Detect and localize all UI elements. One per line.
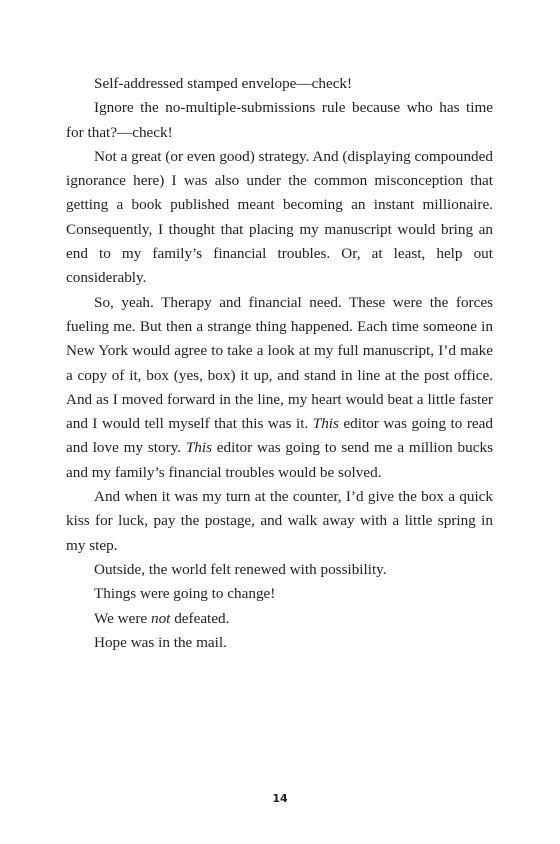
paragraph-1: Self-addressed stamped envelope—check!: [94, 75, 353, 92]
paragraph-9: Hope was in the mail.: [94, 633, 227, 651]
page-number: 14: [272, 792, 288, 805]
paragraph-3: Not a great (or even good) strategy. And (displaying compounded ignorance here) I was also under the common misconception that getting a book published meant becoming an instant millionaire. Consequently, I thought that placing my manuscript would bring an end to my family’s financial troubles. Or, at least, help out considerably.: [66, 147, 493, 287]
emphasis-not: not: [150, 609, 171, 627]
emphasis-this-2: This: [185, 439, 212, 457]
emphasis-this-1: This: [312, 415, 339, 433]
paragraph-6: Outside, the world felt renewed with possibility.: [94, 560, 387, 578]
body-text: [66, 72, 493, 655]
paragraph-4: So, yeah. Therapy and financial need. These were the forces fueling me. But then a strange thing happened. Each time someone in New York would agree to take a look at my full manuscript, I’d make a copy of it, box (yes, box) it up, and stand in line at the post office. And as I moved forward in the line, my heart would beat a little faster and I would tell myself that this was it. This editor was going to read and love my story. This editor was going to send me a million bucks and my family’s financial troubles would be solved.: [66, 293, 493, 481]
paragraph-7: Things were going to change!: [94, 585, 276, 603]
paragraph-8: We were not defeated.: [94, 609, 230, 627]
paragraph-2: Ignore the no-multiple-submissions rule because who has time for that?—check!: [66, 99, 493, 141]
paragraph-5: And when it was my turn at the counter, I’d give the box a quick kiss for luck, pay the postage, and walk away with a little spring in my step.: [66, 488, 493, 554]
